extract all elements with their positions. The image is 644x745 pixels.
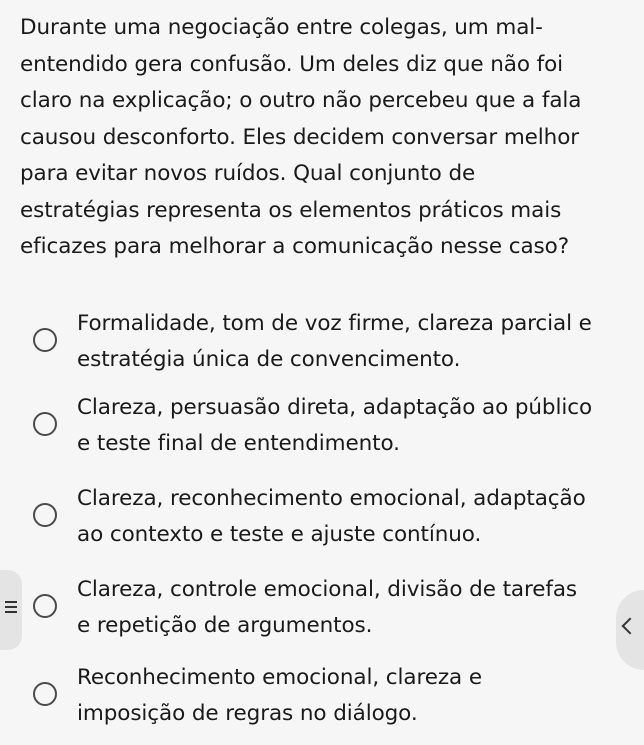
option-line: Clareza, reconhecimento emocional, adaptação	[77, 486, 586, 511]
radio-button[interactable]	[33, 682, 57, 706]
option-label[interactable]	[77, 306, 637, 377]
option-line: e repetição de argumentos.	[77, 612, 373, 638]
option-line: Reconhecimento emocional, clareza e	[77, 665, 482, 690]
question-line: estratégias representa os elementos práticos mais	[20, 197, 562, 223]
option-line: Formalidade, tom de voz firme, clareza parcial e	[77, 311, 592, 336]
question-text	[20, 10, 626, 266]
radio-button[interactable]	[33, 412, 57, 436]
menu-icon[interactable]	[5, 601, 17, 615]
radio-button[interactable]	[33, 594, 57, 618]
answer-option-5[interactable]	[0, 660, 644, 745]
option-label[interactable]	[77, 390, 637, 461]
question-line: Durante uma negociação entre colegas, um mal-	[20, 15, 543, 40]
answer-option-1[interactable]	[0, 306, 644, 396]
question-line: entendido gera confusão. Um deles diz que não foi	[20, 51, 564, 77]
radio-button[interactable]	[33, 503, 57, 527]
option-line: ao contexto e teste e ajuste contínuo.	[77, 521, 482, 547]
answer-option-2[interactable]	[0, 390, 644, 480]
chevron-left-icon[interactable]	[622, 618, 639, 635]
option-label[interactable]	[77, 572, 637, 643]
option-line: imposição de regras no diálogo.	[77, 700, 418, 726]
menu-tab[interactable]	[0, 570, 22, 650]
question-line: claro na explicação; o outro não percebeu que a fala	[20, 88, 582, 113]
answer-option-4[interactable]	[0, 572, 644, 662]
option-line: Clareza, controle emocional, divisão de tarefas	[77, 577, 578, 602]
option-label[interactable]	[77, 481, 637, 552]
collapse-tab[interactable]	[616, 590, 644, 670]
question-line: eficazes para melhorar a comunicação nesse caso?	[20, 234, 570, 259]
option-line: Clareza, persuasão direta, adaptação ao público	[77, 395, 592, 420]
option-line: e teste final de entendimento.	[77, 430, 400, 456]
question-line: causou desconforto. Eles decidem conversar melhor	[20, 124, 580, 150]
answer-option-3[interactable]	[0, 481, 644, 571]
question-line: para evitar novos ruídos. Qual conjunto de	[20, 161, 476, 186]
radio-button[interactable]	[33, 328, 57, 352]
option-line: estratégia única de convencimento.	[77, 346, 461, 372]
option-label[interactable]	[77, 660, 637, 731]
